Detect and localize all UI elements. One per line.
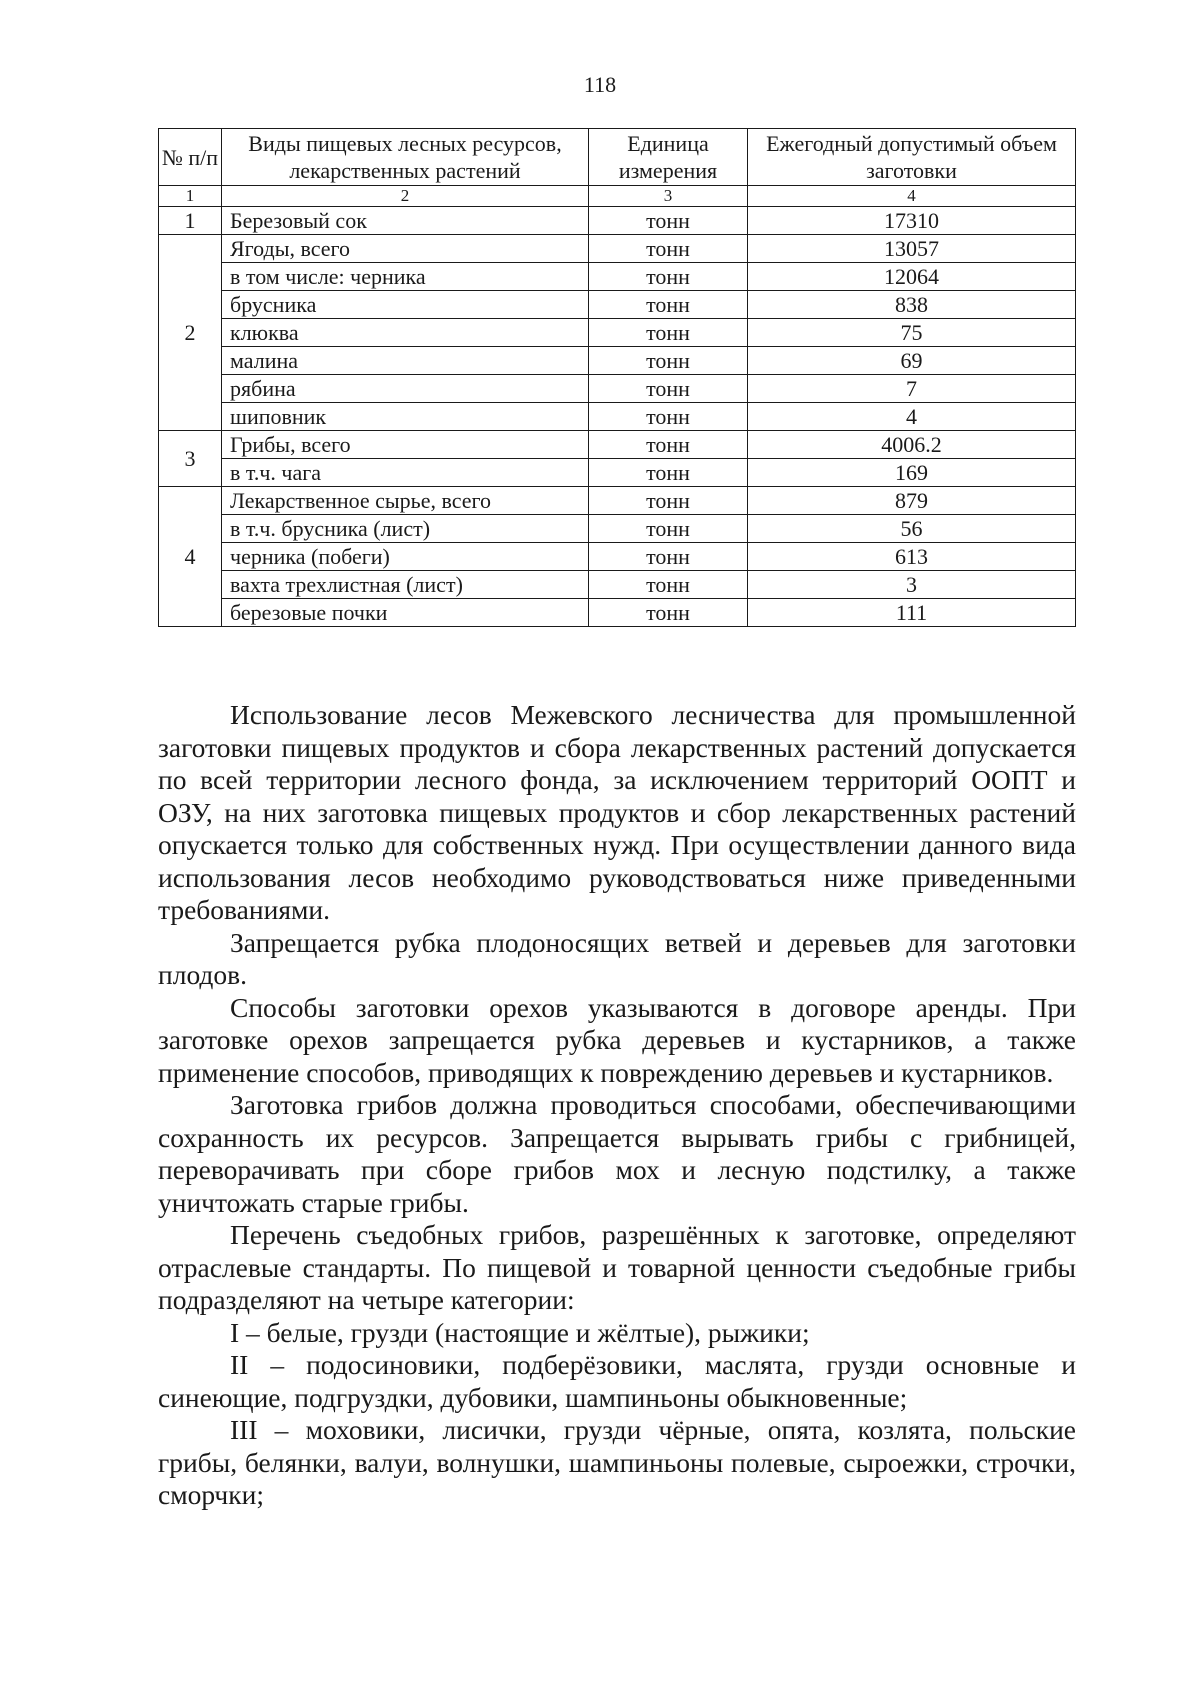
header-annual-volume: Ежегодный допустимый объем заготовки — [748, 129, 1076, 186]
column-number: 1 — [159, 186, 222, 207]
table-row — [159, 347, 1076, 375]
resources-table — [158, 128, 1076, 627]
volume-cell: 3 — [748, 571, 1076, 599]
header-resource-type: Виды пищевых лесных ресурсов, лекарственных растений — [222, 129, 589, 186]
paragraph: Использование лесов Межевского лесничества для промышленной заготовки пищевых продуктов и сбора лекарственных растений допускается по всей территории лесного фонда, за исключением территорий ООПТ и ОЗУ, на них заготовка пищевых продуктов и сбор лекарственных растений опускается только для собственных нужд. При осуществлении данного вида использования лесов необходимо руководствоваться ниже приведенными требованиями. — [158, 699, 1076, 925]
unit-cell: тонн — [589, 431, 748, 459]
table-row — [159, 571, 1076, 599]
table-row — [159, 235, 1076, 263]
paragraph: Запрещается рубка плодоносящих ветвей и деревьев для заготовки плодов. — [158, 926, 1076, 990]
volume-cell: 169 — [748, 459, 1076, 487]
table-row — [159, 319, 1076, 347]
table-row — [159, 543, 1076, 571]
body-text — [158, 699, 1076, 1512]
volume-cell: 4 — [748, 403, 1076, 431]
paragraph: II – подосиновики, подберёзовики, маслята, грузди основные и синеющие, подгруздки, дубовики, шампиньоны обыкновенные; — [158, 1349, 1076, 1413]
table-row — [159, 207, 1076, 235]
unit-cell: тонн — [589, 403, 748, 431]
table-row — [159, 375, 1076, 403]
unit-cell: тонн — [589, 375, 748, 403]
resource-name: брусника — [222, 291, 589, 319]
table-row — [159, 263, 1076, 291]
row-group-number: 3 — [159, 431, 222, 487]
header-unit: Единица измерения — [589, 129, 748, 186]
row-group-number: 2 — [159, 235, 222, 431]
resource-name: шиповник — [222, 403, 589, 431]
resource-name: вахта трехлистная (лист) — [222, 571, 589, 599]
resource-name: березовые почки — [222, 599, 589, 627]
volume-cell: 7 — [748, 375, 1076, 403]
resource-name: Ягоды, всего — [222, 235, 589, 263]
header-number: № п/п — [159, 129, 222, 186]
table-row — [159, 459, 1076, 487]
unit-cell: тонн — [589, 571, 748, 599]
paragraph: I – белые, грузди (настоящие и жёлтые), рыжики; — [230, 1316, 810, 1348]
unit-cell: тонн — [589, 459, 748, 487]
volume-cell: 879 — [748, 487, 1076, 515]
resource-name: черника (побеги) — [222, 543, 589, 571]
page-number: 118 — [583, 72, 617, 97]
volume-cell: 13057 — [748, 235, 1076, 263]
unit-cell: тонн — [589, 235, 748, 263]
column-number-row — [159, 186, 1076, 207]
table-body — [159, 186, 1076, 627]
volume-cell: 613 — [748, 543, 1076, 571]
paragraph: Перечень съедобных грибов, разрешённых к заготовке, определяют отраслевые стандарты. По пищевой и товарной ценности съедобные грибы подразделяют на четыре категории: — [158, 1219, 1076, 1315]
volume-cell: 69 — [748, 347, 1076, 375]
volume-cell: 111 — [748, 599, 1076, 627]
unit-cell: тонн — [589, 347, 748, 375]
row-group-number: 4 — [159, 487, 222, 627]
resource-name: Лекарственное сырье, всего — [222, 487, 589, 515]
unit-cell: тонн — [589, 207, 748, 235]
unit-cell: тонн — [589, 599, 748, 627]
column-number: 4 — [748, 186, 1076, 207]
paragraph: III – моховики, лисички, грузди чёрные, опята, козлята, польские грибы, белянки, валуи, волнушки, шампиньоны полевые, сыроежки, строчки, сморчки; — [158, 1414, 1076, 1510]
table-row — [159, 487, 1076, 515]
paragraph: Заготовка грибов должна проводиться способами, обеспечивающими сохранность их ресурсов. Запрещается вырывать грибы с грибницей, переворачивать при сборе грибов мох и лесную подстилку, а также уничтожать старые грибы. — [158, 1089, 1076, 1218]
volume-cell: 56 — [748, 515, 1076, 543]
resource-name: клюква — [222, 319, 589, 347]
table-row — [159, 599, 1076, 627]
unit-cell: тонн — [589, 487, 748, 515]
resource-name: в т.ч. чага — [222, 459, 589, 487]
row-group-number: 1 — [159, 207, 222, 235]
resource-name: Березовый сок — [222, 207, 589, 235]
resource-name: рябина — [222, 375, 589, 403]
volume-cell: 17310 — [748, 207, 1076, 235]
resource-name: малина — [222, 347, 589, 375]
table-row — [159, 291, 1076, 319]
table-row — [159, 403, 1076, 431]
column-number: 3 — [589, 186, 748, 207]
table-row — [159, 431, 1076, 459]
column-number: 2 — [222, 186, 589, 207]
unit-cell: тонн — [589, 263, 748, 291]
resource-name: в том числе: черника — [222, 263, 589, 291]
volume-cell: 12064 — [748, 263, 1076, 291]
unit-cell: тонн — [589, 515, 748, 543]
unit-cell: тонн — [589, 319, 748, 347]
volume-cell: 4006.2 — [748, 431, 1076, 459]
volume-cell: 75 — [748, 319, 1076, 347]
resource-name: Грибы, всего — [222, 431, 589, 459]
table-header-row — [159, 129, 1076, 186]
table-row — [159, 515, 1076, 543]
paragraph: Способы заготовки орехов указываются в договоре аренды. При заготовке орехов запрещается рубка деревьев и кустарников, а также применение способов, приводящих к повреждению деревьев и кустарников. — [158, 991, 1076, 1088]
unit-cell: тонн — [589, 543, 748, 571]
unit-cell: тонн — [589, 291, 748, 319]
resource-name: в т.ч. брусника (лист) — [222, 515, 589, 543]
volume-cell: 838 — [748, 291, 1076, 319]
